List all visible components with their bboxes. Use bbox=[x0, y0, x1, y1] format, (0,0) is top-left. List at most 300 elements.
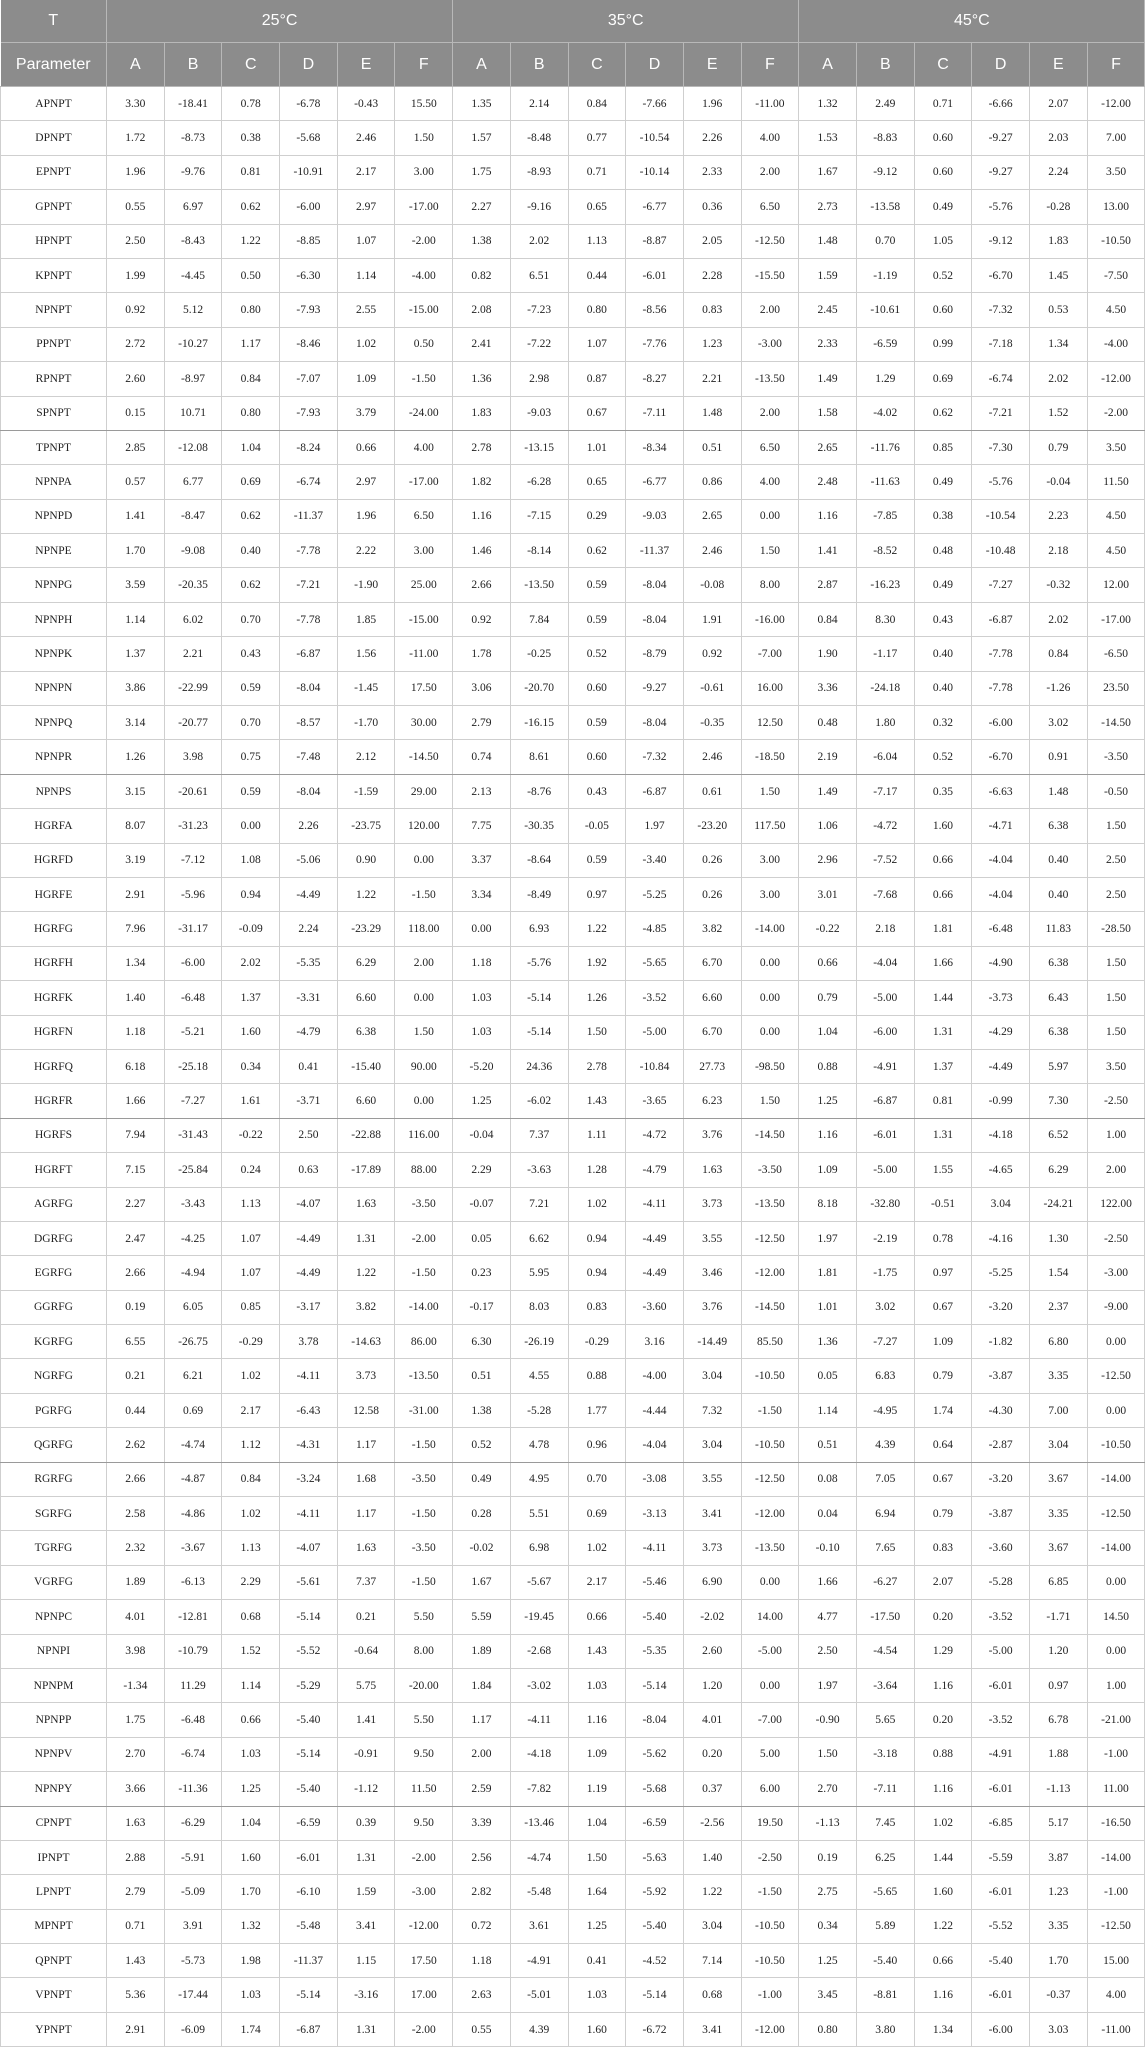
value-cell: -5.14 bbox=[510, 1015, 568, 1049]
value-cell: -5.25 bbox=[972, 1256, 1030, 1290]
value-cell: 1.07 bbox=[568, 327, 626, 361]
value-cell: -1.50 bbox=[741, 1875, 799, 1909]
value-cell: 0.71 bbox=[914, 87, 972, 121]
value-cell: 2.73 bbox=[799, 190, 857, 224]
value-cell: -26.75 bbox=[164, 1325, 222, 1359]
value-cell: -7.11 bbox=[856, 1772, 914, 1806]
table-row bbox=[1, 1118, 1145, 1152]
value-cell: -4.79 bbox=[280, 1015, 338, 1049]
value-cell: 2.18 bbox=[856, 912, 914, 946]
value-cell: -1.12 bbox=[337, 1772, 395, 1806]
value-cell: -0.07 bbox=[453, 1187, 511, 1221]
value-cell: 5.75 bbox=[337, 1668, 395, 1702]
value-cell: 30.00 bbox=[395, 706, 453, 740]
value-cell: 1.63 bbox=[107, 1806, 165, 1840]
value-cell: -1.00 bbox=[741, 1978, 799, 2012]
value-cell: 0.51 bbox=[683, 430, 741, 464]
column-header: E bbox=[337, 43, 395, 87]
value-cell: -6.48 bbox=[972, 912, 1030, 946]
value-cell: -6.63 bbox=[972, 774, 1030, 808]
value-cell: -4.49 bbox=[280, 877, 338, 911]
value-cell: 1.03 bbox=[453, 981, 511, 1015]
value-cell: -17.89 bbox=[337, 1153, 395, 1187]
value-cell: -0.17 bbox=[453, 1290, 511, 1324]
value-cell: -13.58 bbox=[856, 190, 914, 224]
value-cell: -7.78 bbox=[972, 637, 1030, 671]
value-cell: 1.00 bbox=[1087, 1668, 1145, 1702]
value-cell: -1.50 bbox=[395, 1565, 453, 1599]
value-cell: 0.04 bbox=[799, 1497, 857, 1531]
value-cell: -14.50 bbox=[1087, 706, 1145, 740]
value-cell: -2.00 bbox=[395, 1840, 453, 1874]
parameter-name-cell: NPNPI bbox=[1, 1634, 107, 1668]
value-cell: -4.45 bbox=[164, 258, 222, 292]
value-cell: 1.16 bbox=[914, 1668, 972, 1702]
value-cell: -10.84 bbox=[626, 1049, 684, 1083]
value-cell: -11.63 bbox=[856, 465, 914, 499]
value-cell: 0.20 bbox=[914, 1703, 972, 1737]
value-cell: 1.01 bbox=[568, 430, 626, 464]
value-cell: -1.00 bbox=[1087, 1737, 1145, 1771]
value-cell: -8.52 bbox=[856, 534, 914, 568]
value-cell: 2.14 bbox=[510, 87, 568, 121]
value-cell: 1.03 bbox=[222, 1978, 280, 2012]
parameter-name-cell: AGRFG bbox=[1, 1187, 107, 1221]
value-cell: -4.31 bbox=[280, 1428, 338, 1462]
table-body bbox=[1, 87, 1145, 2047]
value-cell: -3.16 bbox=[337, 1978, 395, 2012]
value-cell: -1.71 bbox=[1030, 1600, 1088, 1634]
value-cell: 0.59 bbox=[222, 671, 280, 705]
value-cell: -7.78 bbox=[280, 534, 338, 568]
value-cell: 2.00 bbox=[741, 155, 799, 189]
value-cell: -5.29 bbox=[280, 1668, 338, 1702]
parameter-name-cell: KGRFG bbox=[1, 1325, 107, 1359]
value-cell: 1.22 bbox=[337, 1256, 395, 1290]
value-cell: 0.59 bbox=[568, 568, 626, 602]
value-cell: -4.07 bbox=[280, 1531, 338, 1565]
value-cell: 1.25 bbox=[222, 1772, 280, 1806]
temperature-group-header: 35°C bbox=[453, 0, 799, 43]
value-cell: 3.80 bbox=[856, 2012, 914, 2046]
value-cell: 6.00 bbox=[741, 1772, 799, 1806]
value-cell: -5.14 bbox=[510, 981, 568, 1015]
value-cell: 1.83 bbox=[453, 396, 511, 430]
value-cell: -5.63 bbox=[626, 1840, 684, 1874]
value-cell: -4.29 bbox=[972, 1015, 1030, 1049]
value-cell: 6.38 bbox=[1030, 809, 1088, 843]
table-row bbox=[1, 87, 1145, 121]
value-cell: 3.82 bbox=[683, 912, 741, 946]
value-cell: 0.50 bbox=[395, 327, 453, 361]
value-cell: 6.51 bbox=[510, 258, 568, 292]
value-cell: 0.00 bbox=[1087, 1393, 1145, 1427]
value-cell: -4.71 bbox=[972, 809, 1030, 843]
value-cell: 3.50 bbox=[1087, 155, 1145, 189]
value-cell: 6.80 bbox=[1030, 1325, 1088, 1359]
value-cell: 15.50 bbox=[395, 87, 453, 121]
value-cell: 1.07 bbox=[222, 1256, 280, 1290]
value-cell: -2.00 bbox=[395, 2012, 453, 2046]
value-cell: 1.02 bbox=[222, 1497, 280, 1531]
value-cell: 0.69 bbox=[164, 1393, 222, 1427]
value-cell: -10.48 bbox=[972, 534, 1030, 568]
value-cell: 0.69 bbox=[222, 465, 280, 499]
value-cell: -2.50 bbox=[1087, 1084, 1145, 1118]
value-cell: -22.99 bbox=[164, 671, 222, 705]
value-cell: 4.00 bbox=[1087, 1978, 1145, 2012]
value-cell: -4.04 bbox=[856, 946, 914, 980]
value-cell: 2.00 bbox=[1087, 1153, 1145, 1187]
table-row bbox=[1, 843, 1145, 877]
value-cell: 1.37 bbox=[914, 1049, 972, 1083]
value-cell: 1.30 bbox=[1030, 1221, 1088, 1255]
value-cell: 0.66 bbox=[222, 1703, 280, 1737]
value-cell: 1.14 bbox=[799, 1393, 857, 1427]
value-cell: -20.77 bbox=[164, 706, 222, 740]
table-row bbox=[1, 912, 1145, 946]
table-row bbox=[1, 1909, 1145, 1943]
value-cell: 29.00 bbox=[395, 774, 453, 808]
value-cell: 2.91 bbox=[107, 877, 165, 911]
value-cell: -9.03 bbox=[626, 499, 684, 533]
value-cell: 7.37 bbox=[337, 1565, 395, 1599]
value-cell: 1.16 bbox=[914, 1978, 972, 2012]
value-cell: -4.44 bbox=[626, 1393, 684, 1427]
value-cell: 1.82 bbox=[453, 465, 511, 499]
parameter-name-cell: TPNPT bbox=[1, 430, 107, 464]
value-cell: 0.64 bbox=[914, 1428, 972, 1462]
value-cell: -6.72 bbox=[626, 2012, 684, 2046]
value-cell: -5.40 bbox=[626, 1600, 684, 1634]
value-cell: 2.45 bbox=[799, 293, 857, 327]
value-cell: 3.87 bbox=[1030, 1840, 1088, 1874]
value-cell: -17.00 bbox=[395, 190, 453, 224]
value-cell: 0.37 bbox=[683, 1772, 741, 1806]
value-cell: -15.40 bbox=[337, 1049, 395, 1083]
parameter-name-cell: HGRFG bbox=[1, 912, 107, 946]
value-cell: -4.04 bbox=[626, 1428, 684, 1462]
value-cell: -17.00 bbox=[395, 465, 453, 499]
value-cell: 3.73 bbox=[683, 1187, 741, 1221]
value-cell: -0.29 bbox=[222, 1325, 280, 1359]
value-cell: 2.00 bbox=[741, 396, 799, 430]
value-cell: -23.29 bbox=[337, 912, 395, 946]
value-cell: -7.22 bbox=[510, 327, 568, 361]
value-cell: 1.50 bbox=[568, 1015, 626, 1049]
value-cell: -2.50 bbox=[741, 1840, 799, 1874]
value-cell: 1.26 bbox=[107, 740, 165, 774]
value-cell: 1.85 bbox=[337, 602, 395, 636]
value-cell: -6.00 bbox=[164, 946, 222, 980]
value-cell: -6.01 bbox=[972, 1772, 1030, 1806]
value-cell: 0.79 bbox=[914, 1497, 972, 1531]
value-cell: 2.46 bbox=[337, 121, 395, 155]
column-header: A bbox=[107, 43, 165, 87]
table-row bbox=[1, 809, 1145, 843]
value-cell: -9.16 bbox=[510, 190, 568, 224]
value-cell: 2.23 bbox=[1030, 499, 1088, 533]
value-cell: 11.50 bbox=[1087, 465, 1145, 499]
value-cell: -1.45 bbox=[337, 671, 395, 705]
value-cell: 2.13 bbox=[453, 774, 511, 808]
value-cell: -9.27 bbox=[972, 121, 1030, 155]
value-cell: 1.96 bbox=[107, 155, 165, 189]
value-cell: -5.92 bbox=[626, 1875, 684, 1909]
table-row bbox=[1, 121, 1145, 155]
value-cell: 0.65 bbox=[568, 190, 626, 224]
value-cell: 2.33 bbox=[799, 327, 857, 361]
value-cell: 0.00 bbox=[741, 946, 799, 980]
value-cell: 1.28 bbox=[568, 1153, 626, 1187]
value-cell: 1.26 bbox=[568, 981, 626, 1015]
value-cell: 2.41 bbox=[453, 327, 511, 361]
value-cell: 4.39 bbox=[510, 2012, 568, 2046]
value-cell: 6.60 bbox=[337, 981, 395, 1015]
table-row bbox=[1, 1428, 1145, 1462]
column-header: B bbox=[164, 43, 222, 87]
value-cell: 6.25 bbox=[856, 1840, 914, 1874]
value-cell: 1.37 bbox=[107, 637, 165, 671]
value-cell: 6.93 bbox=[510, 912, 568, 946]
value-cell: -7.27 bbox=[972, 568, 1030, 602]
value-cell: 1.23 bbox=[683, 327, 741, 361]
value-cell: 7.15 bbox=[107, 1153, 165, 1187]
value-cell: -0.04 bbox=[453, 1118, 511, 1152]
value-cell: 0.84 bbox=[799, 602, 857, 636]
table-row bbox=[1, 224, 1145, 258]
value-cell: -14.50 bbox=[741, 1118, 799, 1152]
value-cell: -0.90 bbox=[799, 1703, 857, 1737]
value-cell: -6.43 bbox=[280, 1393, 338, 1427]
value-cell: -5.28 bbox=[972, 1565, 1030, 1599]
value-cell: 0.99 bbox=[914, 327, 972, 361]
value-cell: 2.60 bbox=[107, 362, 165, 396]
value-cell: 0.68 bbox=[683, 1978, 741, 2012]
value-cell: 6.60 bbox=[683, 981, 741, 1015]
value-cell: -1.59 bbox=[337, 774, 395, 808]
value-cell: -5.52 bbox=[972, 1909, 1030, 1943]
parameter-name-cell: CPNPT bbox=[1, 1806, 107, 1840]
value-cell: 0.67 bbox=[914, 1462, 972, 1496]
value-cell: 0.51 bbox=[453, 1359, 511, 1393]
value-cell: 1.02 bbox=[568, 1531, 626, 1565]
value-cell: 0.05 bbox=[453, 1221, 511, 1255]
value-cell: 1.16 bbox=[453, 499, 511, 533]
value-cell: 6.02 bbox=[164, 602, 222, 636]
value-cell: 8.61 bbox=[510, 740, 568, 774]
value-cell: -12.50 bbox=[1087, 1359, 1145, 1393]
value-cell: 1.74 bbox=[914, 1393, 972, 1427]
value-cell: -3.50 bbox=[395, 1531, 453, 1565]
value-cell: 2.29 bbox=[453, 1153, 511, 1187]
value-cell: 1.31 bbox=[337, 1840, 395, 1874]
value-cell: 6.38 bbox=[1030, 946, 1088, 980]
value-cell: -3.63 bbox=[510, 1153, 568, 1187]
value-cell: 8.00 bbox=[741, 568, 799, 602]
value-cell: 1.44 bbox=[914, 981, 972, 1015]
value-cell: 1.70 bbox=[1030, 1944, 1088, 1978]
value-cell: 2.49 bbox=[856, 87, 914, 121]
value-cell: -6.74 bbox=[972, 362, 1030, 396]
value-cell: 1.31 bbox=[337, 2012, 395, 2046]
value-cell: -6.77 bbox=[626, 190, 684, 224]
value-cell: 0.52 bbox=[568, 637, 626, 671]
value-cell: 4.77 bbox=[799, 1600, 857, 1634]
value-cell: 0.38 bbox=[914, 499, 972, 533]
value-cell: -1.50 bbox=[741, 1393, 799, 1427]
value-cell: 2.50 bbox=[799, 1634, 857, 1668]
value-cell: 3.35 bbox=[1030, 1497, 1088, 1531]
value-cell: -31.23 bbox=[164, 809, 222, 843]
parameter-name-cell: APNPT bbox=[1, 87, 107, 121]
table-row bbox=[1, 534, 1145, 568]
value-cell: 1.14 bbox=[337, 258, 395, 292]
value-cell: -2.00 bbox=[1087, 396, 1145, 430]
value-cell: -6.48 bbox=[164, 981, 222, 1015]
value-cell: 7.84 bbox=[510, 602, 568, 636]
value-cell: -6.09 bbox=[164, 2012, 222, 2046]
value-cell: 0.83 bbox=[683, 293, 741, 327]
value-cell: 0.97 bbox=[568, 877, 626, 911]
value-cell: 0.84 bbox=[222, 1462, 280, 1496]
value-cell: -0.29 bbox=[568, 1325, 626, 1359]
value-cell: -6.70 bbox=[972, 258, 1030, 292]
value-cell: -4.25 bbox=[164, 1221, 222, 1255]
value-cell: 1.04 bbox=[799, 1015, 857, 1049]
value-cell: 3.00 bbox=[741, 877, 799, 911]
value-cell: 4.78 bbox=[510, 1428, 568, 1462]
value-cell: 0.74 bbox=[453, 740, 511, 774]
value-cell: -0.22 bbox=[799, 912, 857, 946]
value-cell: 3.61 bbox=[510, 1909, 568, 1943]
value-cell: 7.75 bbox=[453, 809, 511, 843]
value-cell: -0.91 bbox=[337, 1737, 395, 1771]
value-cell: -3.87 bbox=[972, 1359, 1030, 1393]
value-cell: 0.36 bbox=[683, 190, 741, 224]
value-cell: 1.02 bbox=[914, 1806, 972, 1840]
value-cell: 1.43 bbox=[568, 1634, 626, 1668]
value-cell: 1.04 bbox=[222, 1806, 280, 1840]
value-cell: 2.00 bbox=[741, 293, 799, 327]
value-cell: 0.19 bbox=[799, 1840, 857, 1874]
value-cell: 1.22 bbox=[222, 224, 280, 258]
value-cell: -9.08 bbox=[164, 534, 222, 568]
value-cell: 0.65 bbox=[568, 465, 626, 499]
value-cell: 88.00 bbox=[395, 1153, 453, 1187]
value-cell: 6.77 bbox=[164, 465, 222, 499]
value-cell: 2.02 bbox=[510, 224, 568, 258]
value-cell: 1.38 bbox=[453, 1393, 511, 1427]
parameter-name-cell: NPNPV bbox=[1, 1737, 107, 1771]
value-cell: 0.85 bbox=[914, 430, 972, 464]
value-cell: 1.97 bbox=[626, 809, 684, 843]
value-cell: 0.79 bbox=[799, 981, 857, 1015]
value-cell: 2.59 bbox=[453, 1772, 511, 1806]
value-cell: 1.46 bbox=[453, 534, 511, 568]
value-cell: -10.27 bbox=[164, 327, 222, 361]
value-cell: 1.20 bbox=[683, 1668, 741, 1702]
value-cell: -6.01 bbox=[856, 1118, 914, 1152]
value-cell: -4.65 bbox=[972, 1153, 1030, 1187]
value-cell: 5.50 bbox=[395, 1600, 453, 1634]
parameter-name-cell: RGRFG bbox=[1, 1462, 107, 1496]
value-cell: 2.17 bbox=[222, 1393, 280, 1427]
value-cell: 3.98 bbox=[107, 1634, 165, 1668]
parameter-name-cell: HGRFR bbox=[1, 1084, 107, 1118]
value-cell: -11.37 bbox=[626, 534, 684, 568]
value-cell: 0.00 bbox=[222, 809, 280, 843]
value-cell: 2.02 bbox=[1030, 362, 1088, 396]
value-cell: 0.60 bbox=[914, 121, 972, 155]
value-cell: 0.85 bbox=[222, 1290, 280, 1324]
value-cell: 8.18 bbox=[799, 1187, 857, 1221]
table-row bbox=[1, 1634, 1145, 1668]
value-cell: 0.62 bbox=[222, 499, 280, 533]
value-cell: -5.25 bbox=[626, 877, 684, 911]
value-cell: 0.41 bbox=[280, 1049, 338, 1083]
value-cell: -7.68 bbox=[856, 877, 914, 911]
value-cell: -0.09 bbox=[222, 912, 280, 946]
value-cell: 17.50 bbox=[395, 1944, 453, 1978]
value-cell: 1.18 bbox=[453, 1944, 511, 1978]
value-cell: 2.85 bbox=[107, 430, 165, 464]
value-cell: 0.83 bbox=[914, 1531, 972, 1565]
value-cell: -22.88 bbox=[337, 1118, 395, 1152]
value-cell: -0.05 bbox=[568, 809, 626, 843]
value-cell: -7.00 bbox=[741, 637, 799, 671]
value-cell: -13.50 bbox=[741, 1187, 799, 1221]
value-cell: 0.28 bbox=[453, 1497, 511, 1531]
value-cell: 1.03 bbox=[222, 1737, 280, 1771]
value-cell: -3.43 bbox=[164, 1187, 222, 1221]
value-cell: -6.00 bbox=[972, 2012, 1030, 2046]
column-header: D bbox=[972, 43, 1030, 87]
value-cell: 3.78 bbox=[280, 1325, 338, 1359]
value-cell: 0.21 bbox=[337, 1600, 395, 1634]
value-cell: 1.66 bbox=[914, 946, 972, 980]
parameter-name-cell: EGRFG bbox=[1, 1256, 107, 1290]
value-cell: 1.50 bbox=[1087, 809, 1145, 843]
value-cell: 1.83 bbox=[1030, 224, 1088, 258]
value-cell: -14.00 bbox=[1087, 1462, 1145, 1496]
value-cell: -6.87 bbox=[280, 637, 338, 671]
value-cell: 2.66 bbox=[453, 568, 511, 602]
value-cell: 7.30 bbox=[1030, 1084, 1088, 1118]
value-cell: 3.00 bbox=[395, 534, 453, 568]
value-cell: 0.26 bbox=[683, 877, 741, 911]
value-cell: 3.00 bbox=[741, 843, 799, 877]
value-cell: -2.56 bbox=[683, 1806, 741, 1840]
value-cell: 1.67 bbox=[453, 1565, 511, 1599]
value-cell: 0.40 bbox=[914, 671, 972, 705]
value-cell: 1.58 bbox=[799, 396, 857, 430]
value-cell: -7.78 bbox=[972, 671, 1030, 705]
value-cell: -1.70 bbox=[337, 706, 395, 740]
value-cell: 0.92 bbox=[683, 637, 741, 671]
parameter-name-cell: MPNPT bbox=[1, 1909, 107, 1943]
value-cell: 2.07 bbox=[1030, 87, 1088, 121]
value-cell: -28.50 bbox=[1087, 912, 1145, 946]
value-cell: 5.95 bbox=[510, 1256, 568, 1290]
value-cell: 16.00 bbox=[741, 671, 799, 705]
value-cell: -10.50 bbox=[1087, 224, 1145, 258]
value-cell: 6.94 bbox=[856, 1497, 914, 1531]
value-cell: -10.91 bbox=[280, 155, 338, 189]
value-cell: -5.46 bbox=[626, 1565, 684, 1599]
value-cell: -0.25 bbox=[510, 637, 568, 671]
value-cell: 0.91 bbox=[1030, 740, 1088, 774]
